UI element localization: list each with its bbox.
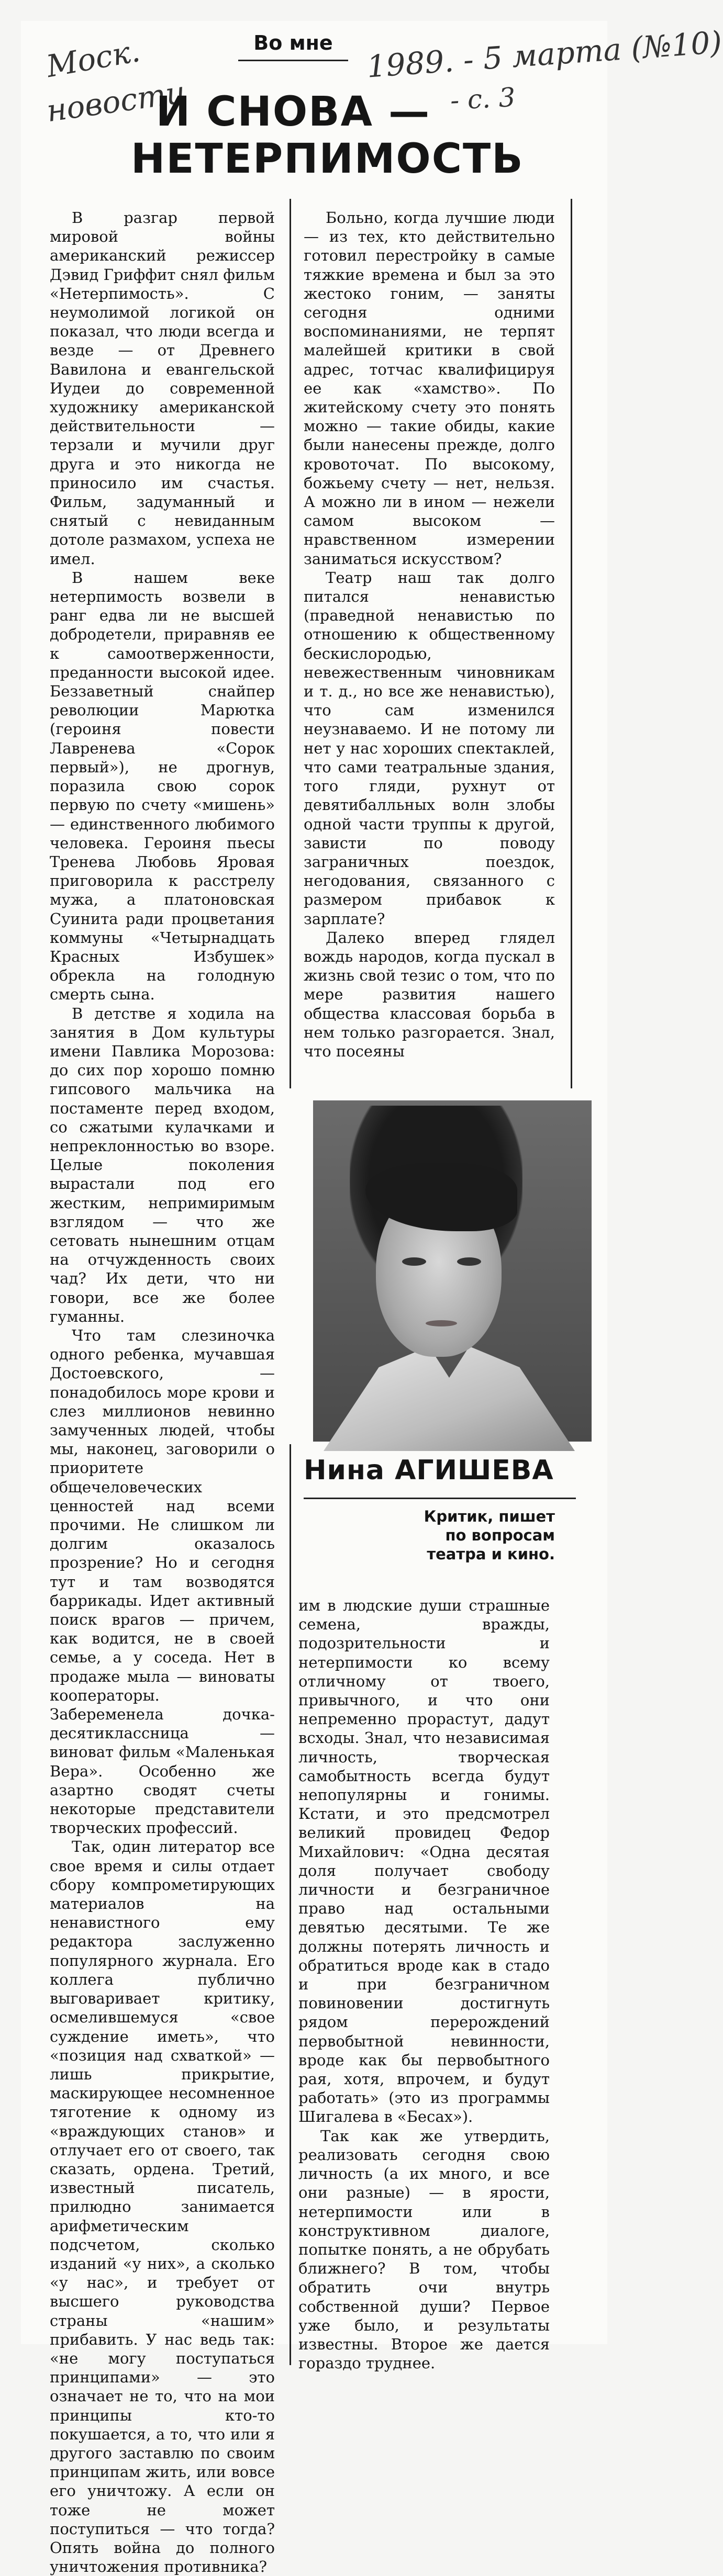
author-photo [313,1100,592,1442]
column-divider-top [290,199,291,1088]
paragraph: Так как же утвердить, реализовать сегодня свою личность (а их много, и все они разные) — в ярости, нетерпимости или в конструктивном диалоге, попытке понять, а не обрубать ближнего? В том, чтобы обратить очи внутрь собственной души? Первое уже было, и результаты известны. Второе же дается гораздо труднее. [298,2127,550,2372]
article-column-1 [50,208,275,2576]
article-column-3 [298,1596,550,2372]
paragraph: им в людские души страшные семена, вражды, подозрительности и нетерпимости ко всему отличному от твоего, привычного, и что они непременно прорастут, дадут всходы. Знал, что независимая личность, творческая самобытность всегда будут непопулярны и гонимы. Кстати, и это предсмотрел великий провидец Федор Михайлович: «Одна десятая доля получает свободу личности и безграничное право над остальными девятью десятыми. Те же должны потерять личность и обратиться вроде как в стадо и при безграничном повиновении достигнуть рядом перерождений первобытной невинности, вроде как бы первобытного рая, хотя, впрочем, и будут работать» (это из программы Шигалева в «Бесах»). [298,1596,550,2126]
photo-eye-left [402,1257,426,1266]
paragraph: Театр наш так долго питался ненавистью (праведной ненавистью по отношению к общественному бескислородью, невежественным чиновникам и т. д., но все же ненавистью), что сам изменился неузнаваемо. И не потому ли нет у нас хороших спектаклей, что сами театральные здания, того гляди, рухнут от девятибалльных волн злобы одной части труппы к другой, зависти по поводу заграничных поездок, негодования, связанного с размером прибавок к зарплате? [304,568,555,928]
author-role: Критик, пишет по вопросам театра и кино. [424,1508,555,1563]
photo-collar [324,1346,575,1451]
handwritten-date: 1989. - 5 марта (№10) [365,24,723,85]
handwritten-source-line2: новости [44,74,188,129]
photo-eye-right [457,1257,481,1266]
headline: И СНОВА — НЕТЕРПИМОСТЬ [131,88,524,183]
rubric-label: Во мне [238,31,348,61]
paragraph: Больно, когда лучшие люди — из тех, кто действительно готовил перестройку в самые тяжкие времена и был за это жестоко гоним, — заняты сегодня одними воспоминаниями, не терпят малейшей критики в свой адрес, тотчас квалифицируя ее как «хамство». По житейскому счету это понять можно — такие обиды, какие были нанесены прежде, долго кровоточат. По высокому, божьему счету — нет, нельзя. А можно ли в ином — нежели самом высоком — нравственном измерении заниматься искусством? [304,209,555,568]
author-name: Нина АГИШЕВА [304,1455,554,1486]
author-rule [304,1498,576,1499]
column-divider-bottom [290,1444,291,2365]
paragraph: Далеко вперед глядел вождь народов, когда пускал в жизнь свой тезис о том, что по мере развития нашего общества классовая борьба в нем только разгорается. Знал, что посеяны [304,928,555,1060]
handwritten-page: - с. 3 [449,82,516,116]
handwritten-source-line1: Моск. [43,32,143,85]
paragraph: В разгар первой мировой войны американский режиссер Дэвид Гриффит снял фильм «Нетерпимость». С неумолимой логикой он показал, что люди всегда и везде — от Древнего Вавилона и евангельской Иудеи до современной художнику американской действительности — терзали и мучили друг друга и это никогда не приносило им счастья. Фильм, задуманный и снятый с невиданным дотоле размахом, успеха не имел. [50,209,275,568]
paragraph: Что там слезиночка одного ребенка, мучавшая Достоевского, — понадобилось море крови и слез миллионов невинно замученных людей, чтобы мы, наконец, заговорили о приоритете общечеловеческих ценностей над всеми прочими. Не слишком ли долгим оказалось прозрение? Но и сегодня тут и там возводятся баррикады. Идет активный поиск врагов — причем, как водится, не в своей семье, а у соседа. Нет в продаже мыла — виноваты кооператоры. Забеременела дочка-десятиклассница — виноват фильм «Маленькая Вера». Особенно же азартно сводят счеты некоторые представители творческих профессий. [50,1326,275,1837]
paragraph: В детстве я ходила на занятия в Дом культуры имени Павлика Морозова: до сих пор хорошо помню гипсового мальчика на постаменте перед входом, со сжатыми кулачками и непреклонностью во взоре. Целые поколения вырастали под его жестким, непримиримым взглядом — что же сетовать нынешним отцам на отчужденность своих чад? Их дети, что ни говори, все же более гуманны. [50,1004,275,1325]
paragraph: В нашем веке нетерпимость возвели в ранг едва ли не высшей добродетели, приравняв ее к самоотверженности, преданности высокой идее. Беззаветный снайпер революции Марютка (героиня повести Лавренева «Сорок первый»), не дрогнув, поразила свою сорок первую по счету «мишень» — единственного любимого человека. Героиня пьесы Тренева Любовь Яровая приговорила к расстрелу мужа, а платоновская Суинита ради процветания коммуны «Четырнадцать Красных Избушек» обрекла на голодную смерть сына. [50,568,275,1004]
photo-mouth [426,1320,457,1326]
column-divider-right [571,199,572,1088]
paragraph: Так, один литератор все свое время и силы отдает сбору компрометирующих материалов на ненавистного ему редактора заслуженно популярного журнала. Его коллега публично выговаривает критику, осмелившемуся «свое суждение иметь», что «позиция над схваткой» — лишь прикрытие, маскирующее несомненное тяготение к одному из «враждующих станов» и отлучает его от своего, так сказать, ордена. Третий, известный писатель, прилюдно занимается арифметическим подсчетом, сколько изданий «у них», а сколько «у нас», и требует от высшего руководства страны «нашим» прибавить. У нас ведь так: «не могу поступаться принципами» — это означает не то, что на мои принципы кто-то покушается, а то, что или я другого заставлю по своим принципам жить, или вовсе его уничтожу. А если он тоже не может поступиться — что тогда? Опять война до полного уничтожения противника? [50,1838,275,2576]
article-column-2 [304,208,555,1098]
